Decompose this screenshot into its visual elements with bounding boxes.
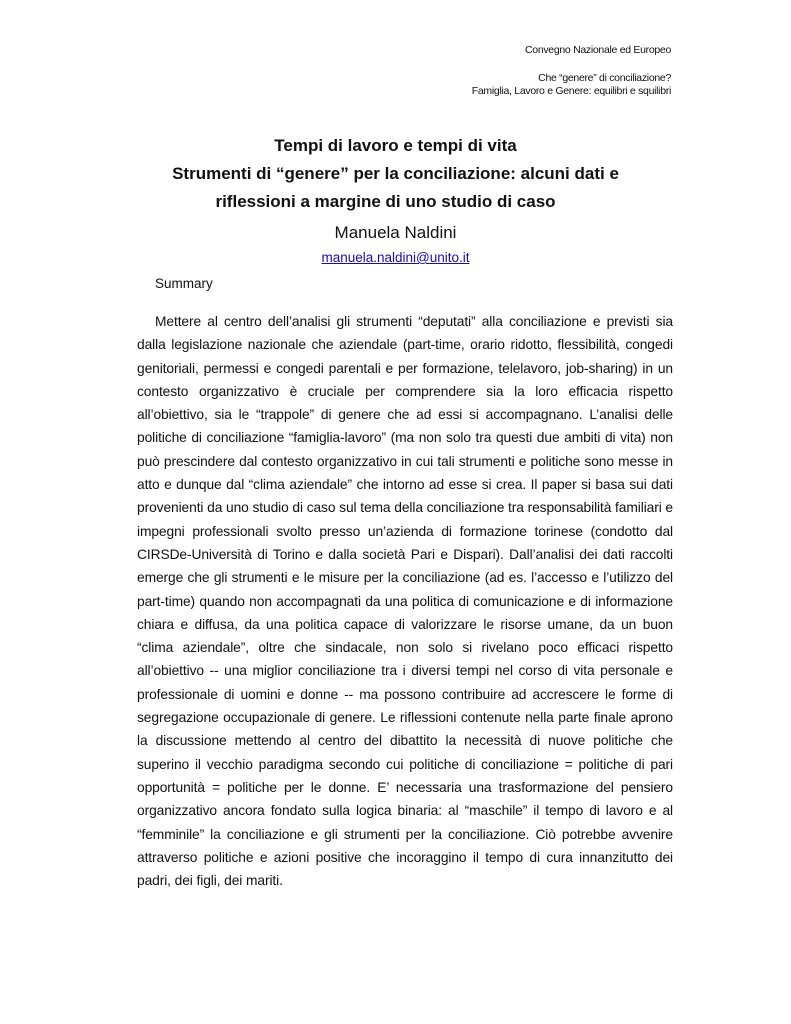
title-block [0, 132, 791, 267]
author-name: Manuela Naldini [334, 223, 457, 242]
paper-title-line-1: Tempi di lavoro e tempi di vita [274, 136, 517, 155]
conference-name: Convegno Nazionale ed Europeo [525, 44, 671, 56]
summary-heading: Summary [155, 276, 213, 291]
conference-subtitle-2: Famiglia, Lavoro e Genere: equilibri e squilibri [471, 85, 671, 97]
conference-subtitle-1: Che “genere” di conciliazione? [538, 72, 671, 84]
page-header [472, 44, 671, 98]
summary-paragraph: Mettere al centro dell’analisi gli strumenti “deputati” alla conciliazione e previsti sia dalla legislazione nazionale che aziendale (part-time, orario ridotto, flessibilità, congedi genitoriali, permessi e congedi parentali e per formazione, telelavoro, job-sharing) in un contesto organizzativo è cruciale per comprendere sia la loro efficacia rispetto all’obiettivo, sia le “trappole” di genere che ad essi si accompagnano. L’analisi delle politiche di conciliazione “famiglia-lavoro” (ma non solo tra questi due ambiti di vita) non può prescindere dal contesto organizzativo in cui tali strumenti e politiche sono messe in atto e dunque dal “clima aziendale” che intorno ad esse si crea. Il paper si basa sui dati provenienti da uno studio di caso sul tema della conciliazione tra responsabilità familiari e impegni professionali svolto presso un’azienda di formazione torinese (condotto dal CIRSDe-Università di Torino e dalla società Pari e Dispari). Dall’analisi dei dati raccolti emerge che gli strumenti e le misure per la conciliazione (ad es. l’accesso e l’utilizzo del part-time) quando non accompagnati da una politica di comunicazione e di informazione chiara e diffusa, da una politica capace di valorizzare le risorse umane, da un buon “clima aziendale”, oltre che sindacale, non solo si rivelano poco efficaci rispetto all’obiettivo -- una miglior conciliazione tra i diversi tempi nel corso di vita personale e professionale di uomini e donne -- ma possono contribuire ad accrescere le forme di segregazione occupazionale di genere. Le riflessioni contenute nella parte finale aprono la discussione mettendo al centro del dibattito la necessità di nuove politiche che superino il vecchio paradigma secondo cui politiche di conciliazione = politiche di pari opportunità = politiche per le donne. E’ necessaria una trasformazione del pensiero organizzativo ancora fondato sulla logica binaria: al “maschile” il tempo di lavoro e al “femminile” la conciliazione e gli strumenti per la conciliazione. Ciò potrebbe avvenire attraverso politiche e azioni positive che incoraggino il tempo di cura innanzitutto dei padri, dei figli, dei mariti. [137, 314, 673, 889]
paper-title-line-3: riflessioni a margine di uno studio di caso [215, 192, 556, 211]
author-email-link[interactable]: manuela.naldini@unito.it [321, 250, 470, 265]
paper-title-line-2: Strumenti di “genere” per la conciliazione: alcuni dati e [172, 164, 619, 183]
